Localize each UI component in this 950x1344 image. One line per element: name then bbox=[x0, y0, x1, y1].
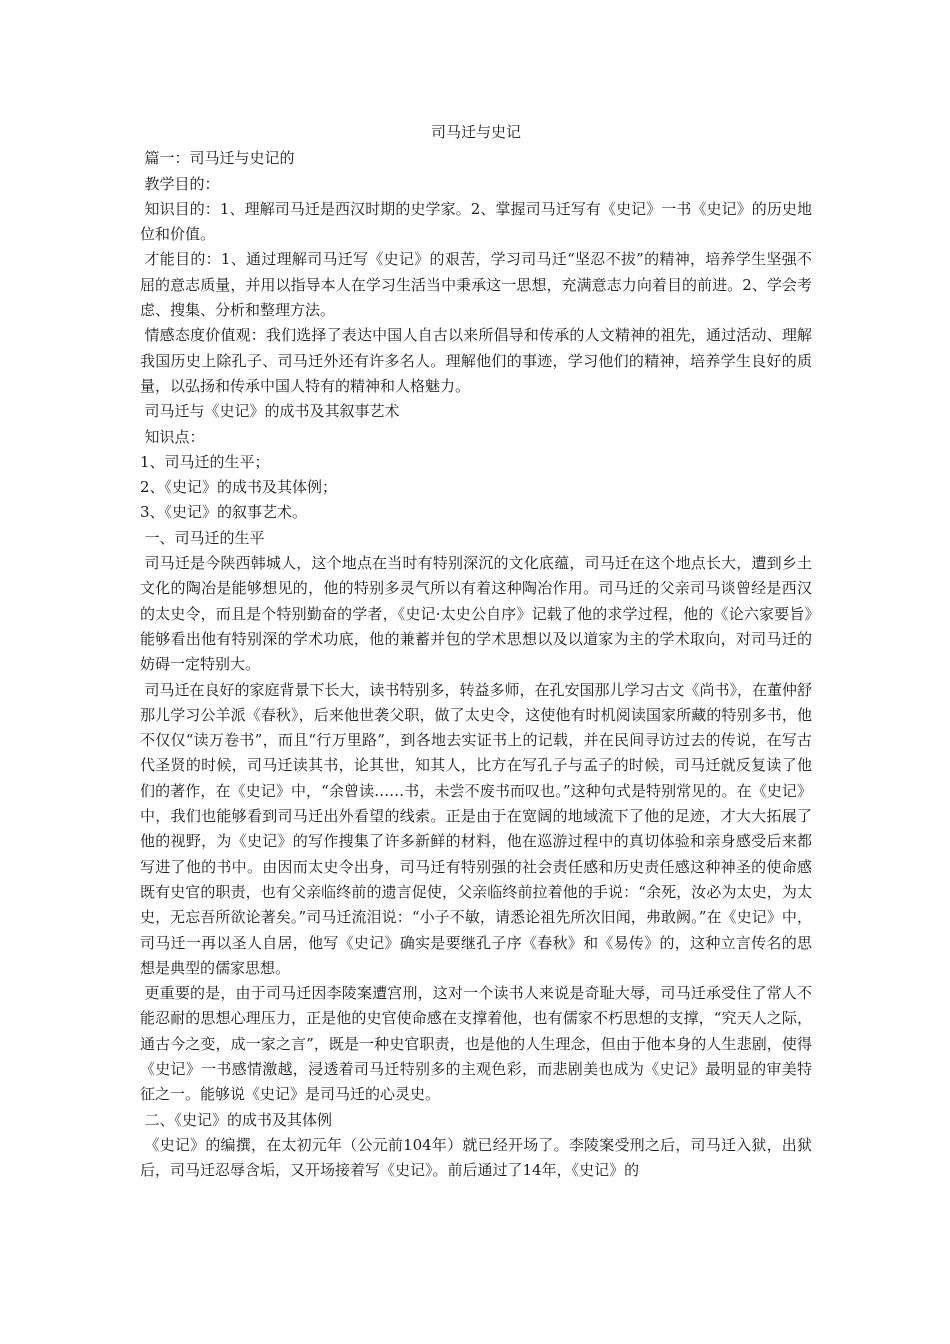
label-teaching-goals: 教学目的： bbox=[144, 174, 220, 193]
subtitle: 司马迁与《史记》的成书及其叙事艺术 bbox=[144, 402, 400, 421]
section-heading-composition: 二、《史记》的成书及其体例 bbox=[144, 1110, 333, 1129]
list-item: 3、《史记》的叙事艺术。 bbox=[140, 503, 308, 522]
paragraph-body: 司马迁是今陕西韩城人，这个地点在当时有特别深沉的文化底蕴，司马迁在这个地点长大，遭到乡土文化的陶冶是能够想见的，他的特别多灵气所以有着这种陶冶作用。司马迁的父亲司马谈曾经是西汉的太史令，而且是个特别勤奋的学者，《史记·太史公自序》记载了他的求学过程，他的《论六家要旨》能够看出他有特别深的学术功底，他的兼蓄并包的学术思想以及以道家为主的学术取向，对司马迁的妨碍一定特别大。 bbox=[140, 554, 812, 674]
paragraph-emotional-goals: 情感态度价值观：我们选择了表达中国人自古以来所倡导和传承的人文精神的祖先，通过活动、理解我国历史上除孔子、司马迁外还有许多名人。理解他们的事迹，学习他们的精神，培养学生良好的质量，以弘扬和传承中国人特有的精神和人格魅力。 bbox=[140, 326, 812, 395]
section-heading-biography: 一、司马迁的生平 bbox=[144, 528, 265, 547]
label-knowledge-points: 知识点： bbox=[144, 427, 205, 446]
paragraph-knowledge-goals: 知识目的：1、理解司马迁是西汉时期的史学家。2、掌握司马迁写有《史记》一书《史记》的历史地位和价值。 bbox=[140, 199, 812, 244]
document-page bbox=[140, 120, 812, 1183]
paragraph-body: 更重要的是，由于司马迁因李陵案遭宫刑，这对一个读书人来说是奇耻大辱，司马迁承受住了常人不能忍耐的思想心理压力，正是他的史官使命感在支撑着他，也有儒家不朽思想的支撑，“究天人之际，通古今之变，成一家之言”，既是一种史官职责，也是他的人生理念，但由于他本身的人生悲剧，使得《史记》一书感情激越，浸透着司马迁特别多的主观色彩，而悲剧美也成为《史记》最明显的审美特征之一。能够说《史记》是司马迁的心灵史。 bbox=[140, 984, 812, 1104]
list-item: 1、司马迁的生平； bbox=[140, 452, 270, 471]
list-item: 2、《史记》的成书及其体例； bbox=[140, 478, 338, 497]
paragraph-ability-goals: 才能目的：1、通过理解司马迁写《史记》的艰苦，学习司马迁“坚忍不拔”的精神，培养学生坚强不屈的意志质量，并用以指导本人在学习生活当中秉承这一思想，充满意志力向着目的前进。2、学会考虑、搜集、分析和整理方法。 bbox=[140, 250, 812, 320]
document-title: 司马迁与史记 bbox=[430, 123, 521, 141]
section-heading: 篇一：司马迁与史记的 bbox=[144, 149, 295, 168]
paragraph-body: 司马迁在良好的家庭背景下长大，读书特别多，转益多师，在孔安国那儿学习古文《尚书》，在董仲舒那儿学习公羊派《春秋》，后来他世袭父职，做了太史令，这使他有时机阅读国家所藏的特别多书，他不仅仅“读万卷书”，而且“行万里路”，到各地去实证书上的记载，并在民间寻访过去的传说，在写古代圣贤的时候，司马迁读其书，论其世，知其人，比方在写孔子与孟子的时候，司马迁就反复读了他们的著作，在《史记》中，“余曾读……书，未尝不废书而叹也。”这种句式是特别常见的。在《史记》中，我们也能够看到司马迁出外看望的线索。正是由于在宽阔的地域流下了他的足迹，才大大拓展了他的视野，为《史记》的写作搜集了许多新鲜的材料，他在巡游过程中的真切体验和亲身感受后来都写进了他的书中。由因而太史令出身，司马迁有特别强的社会责任感和历史责任感这种神圣的使命感既有史官的职责，也有父亲临终前的遗言促使，父亲临终前拉着他的手说：“余死，汝必为太史，为太史，无忘吾所欲论著矣。”司马迁流泪说：“小子不敏，请悉论祖先所次旧闻，弗敢阙。”在《史记》中，司马迁一再以圣人自居，他写《史记》确实是要继孔子序《春秋》和《易传》的，这种立言传名的思想是典型的儒家思想。 bbox=[140, 680, 813, 977]
paragraph-body: 《史记》的编撰，在太初元年（公元前104年）就已经开场了。李陵案受刑之后，司马迁入狱，出狱后，司马迁忍辱含垢，又开场接着写《史记》。前后通过了14年，《史记》的 bbox=[140, 1135, 812, 1180]
